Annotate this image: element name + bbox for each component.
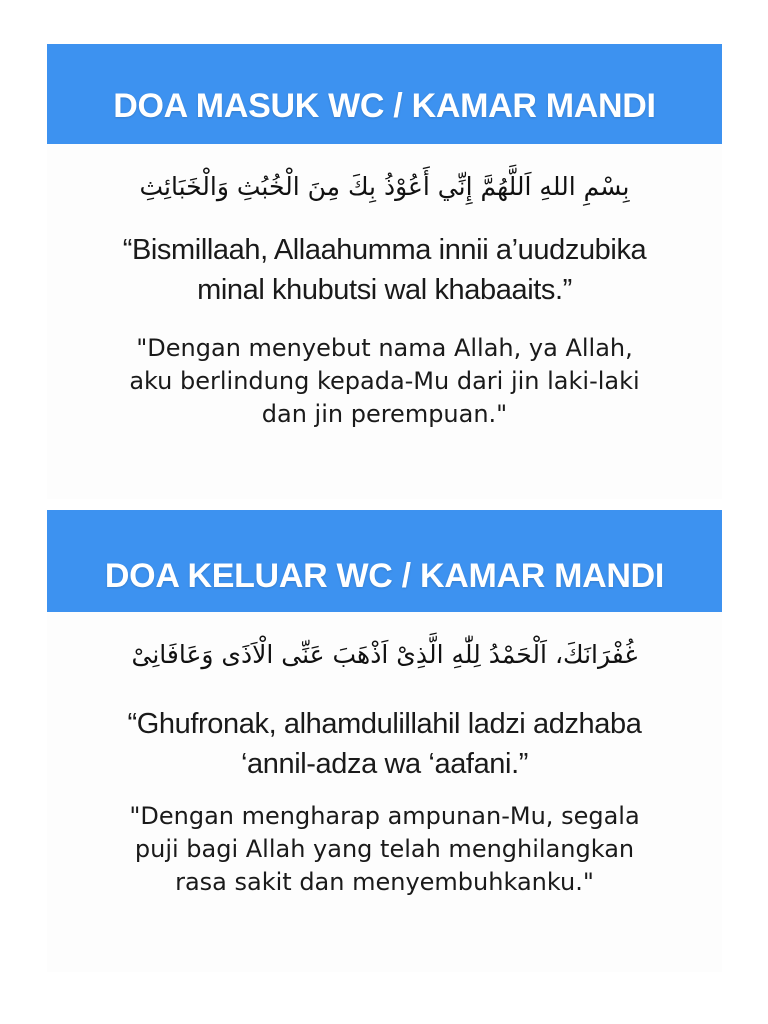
doa-masuk-transliteration: “Bismillaah, Allaahumma innii a’uudzubika minal khubutsi wal khabaaits.” [122,233,647,306]
doa-keluar-header [47,510,722,612]
doa-masuk-card [47,44,722,499]
doa-keluar-transliteration: “Ghufronak, alhamdulillahil ladzi adzhaba ‘annil-adza wa ‘aafani.” [127,707,642,780]
doa-masuk-header [47,44,722,144]
doa-masuk-title: DOA MASUK WC / KAMAR MANDI [113,86,656,125]
doa-keluar-title: DOA KELUAR WC / KAMAR MANDI [104,556,665,595]
doa-keluar-translation: "Dengan mengharap ampunan-Mu, segala puji bagi Allah yang telah menghilangkan rasa sakit dan menyembuhkanku." [129,801,640,896]
doa-masuk-arabic-text: بِسْمِ اللهِ اَللَّهُمَّ إِنِّي أَعُوْذُ بِكَ مِنَ الْخُبُثِ وَالْخَبَائِثِ [139,172,630,201]
doa-keluar-card [47,510,722,972]
doa-masuk-translation: "Dengan menyebut nama Allah, ya Allah, aku berlindung kepada-Mu dari jin laki-laki dan jin perempuan." [129,333,640,428]
doa-keluar-arabic-text: غُفْرَانَكَ، اَلْحَمْدُ لِلّٰهِ الَّذِىْ اَذْهَبَ عَنِّى الْاَذَى وَعَافَانِىْ [131,640,638,669]
